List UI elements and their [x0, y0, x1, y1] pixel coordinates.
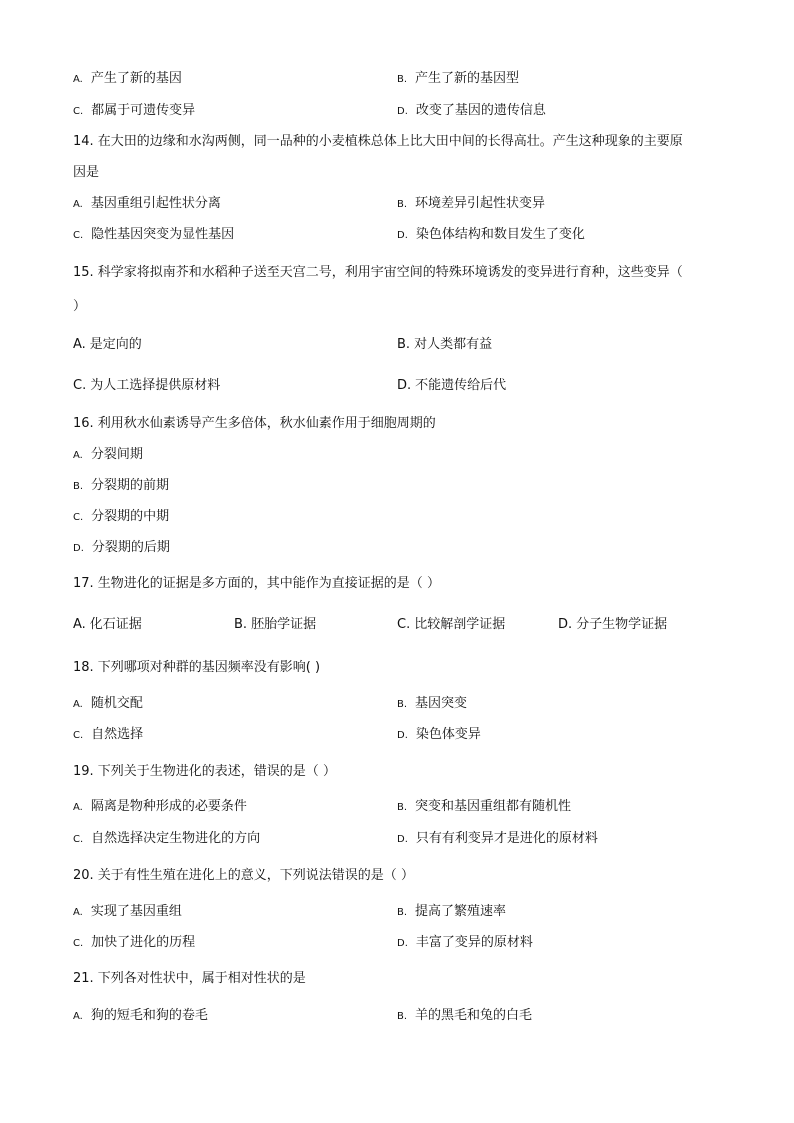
q20-stem: 20. 关于有性生殖在进化上的意义，下列说法错误的是（ ） — [73, 868, 414, 883]
q15-stem-line2: ） — [73, 299, 87, 314]
q19-option-d: D. 只有有利变异才是进化的原材料 — [397, 831, 598, 846]
q20-option-c: C. 加快了进化的历程 — [73, 935, 196, 950]
q16-option-c: C. 分裂期的中期 — [73, 509, 170, 524]
q21-option-b: B. 羊的黑毛和兔的白毛 — [397, 1008, 533, 1023]
q20-option-a: A. 实现了基因重组 — [73, 904, 182, 919]
q14-option-b: B. 环境差异引起性状变异 — [397, 196, 546, 211]
q17-option-d: D. 分子生物学证据 — [558, 617, 668, 632]
q14-option-a: A. 基因重组引起性状分离 — [73, 196, 221, 211]
q13-option-b: B. 产生了新的基因型 — [397, 71, 520, 86]
q14-stem-line1: 14. 在大田的边缘和水沟两侧，同一品种的小麦植株总体上比大田中间的长得高壮。产生这种现象的主要原 — [73, 134, 683, 149]
q15-option-d: D. 不能遗传给后代 — [397, 378, 507, 393]
q14-stem-line2: 因是 — [73, 165, 100, 180]
q13-option-d: D. 改变了基因的遗传信息 — [397, 103, 546, 118]
q17-option-a: A. 化石证据 — [73, 617, 142, 632]
q18-option-a: A. 随机交配 — [73, 696, 143, 711]
q14-option-c: C. 隐性基因突变为显性基因 — [73, 227, 235, 242]
q15-option-c: C. 为人工选择提供原材料 — [73, 378, 221, 393]
q15-option-b: B. 对人类都有益 — [397, 337, 493, 352]
q17-stem: 17. 生物进化的证据是多方面的，其中能作为直接证据的是（ ） — [73, 576, 440, 591]
q19-option-c: C. 自然选择决定生物进化的方向 — [73, 831, 261, 846]
q21-option-a: A. 狗的短毛和狗的卷毛 — [73, 1008, 208, 1023]
q20-option-b: B. 提高了繁殖速率 — [397, 904, 507, 919]
q16-stem: 16. 利用秋水仙素诱导产生多倍体，秋水仙素作用于细胞周期的 — [73, 416, 436, 431]
q19-stem: 19. 下列关于生物进化的表述，错误的是（ ） — [73, 764, 336, 779]
q18-option-d: D. 染色体变异 — [397, 727, 481, 742]
q13-option-c: C. 都属于可遗传变异 — [73, 103, 196, 118]
q20-option-d: D. 丰富了变异的原材料 — [397, 935, 533, 950]
q18-option-c: C. 自然选择 — [73, 727, 144, 742]
q15-option-a: A. 是定向的 — [73, 337, 142, 352]
q16-option-b: B. 分裂期的前期 — [73, 478, 170, 493]
q17-option-c: C. 比较解剖学证据 — [397, 617, 506, 632]
q18-stem: 18. 下列哪项对种群的基因频率没有影响( ) — [73, 660, 321, 675]
q17-option-b: B. 胚胎学证据 — [234, 617, 317, 632]
q21-stem: 21. 下列各对性状中，属于相对性状的是 — [73, 971, 306, 986]
q15-stem-line1: 15. 科学家将拟南芥和水稻种子送至天宫二号，利用宇宙空间的特殊环境诱发的变异进行育种，这些变异（ — [73, 265, 683, 280]
q19-option-a: A. 隔离是物种形成的必要条件 — [73, 799, 247, 814]
q19-option-b: B. 突变和基因重组都有随机性 — [397, 799, 572, 814]
q13-option-a: A. 产生了新的基因 — [73, 71, 182, 86]
q16-option-a: A. 分裂间期 — [73, 447, 143, 462]
q18-option-b: B. 基因突变 — [397, 696, 468, 711]
q14-option-d: D. 染色体结构和数目发生了变化 — [397, 227, 585, 242]
q16-option-d: D. 分裂期的后期 — [73, 540, 170, 555]
